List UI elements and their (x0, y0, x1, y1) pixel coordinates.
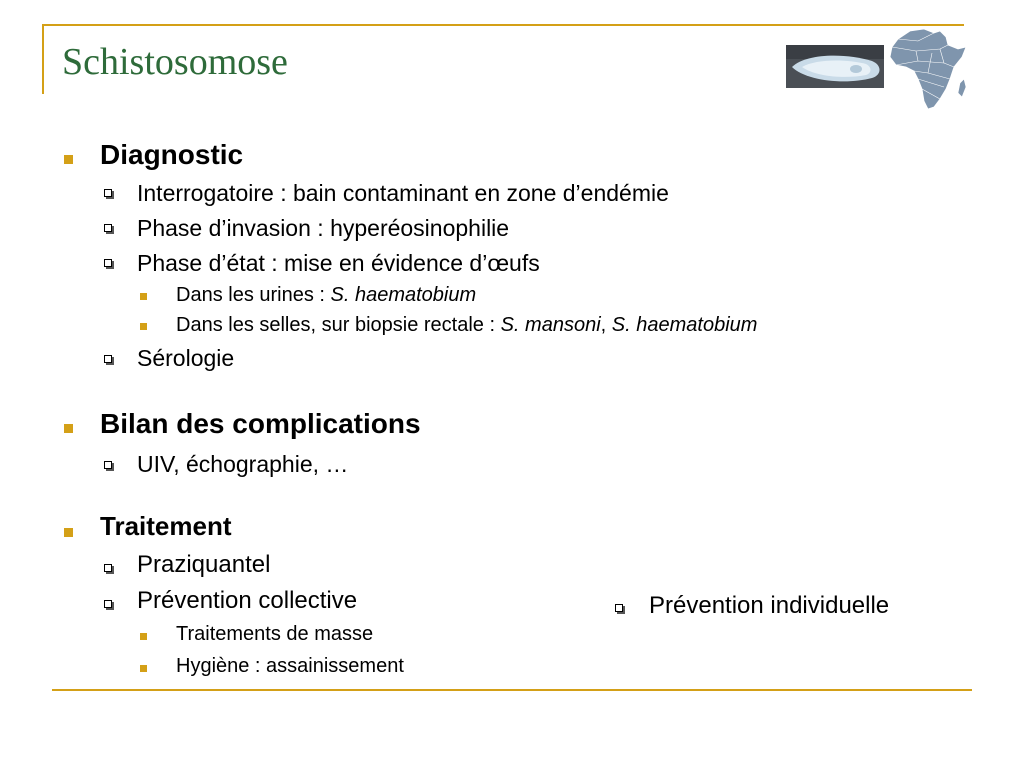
item-selles (176, 314, 757, 337)
item-phase-etat: Phase d’état : mise en évidence d’œufs (137, 250, 540, 276)
slide-title: Schistosomose (62, 41, 288, 83)
heading-complications: Bilan des complications (100, 408, 421, 439)
urines-text: Dans les urines : (176, 284, 331, 306)
frame-left-line (42, 24, 44, 94)
bullet-box (104, 189, 112, 197)
bullet-box (104, 600, 112, 608)
item-prevention-collective: Prévention collective (137, 587, 358, 614)
bullet-box (104, 224, 112, 232)
bullet-box (104, 259, 112, 267)
species-name: S. haematobium (330, 284, 477, 306)
separator: , (600, 314, 612, 336)
bullet-box (104, 461, 112, 469)
bullet-square (64, 528, 73, 537)
item-serologie: Sérologie (137, 345, 235, 371)
item-uiv: UIV, échographie, … (137, 451, 349, 477)
item-praziquantel: Praziquantel (137, 551, 271, 578)
bullet-square (64, 424, 73, 433)
bullet-box (104, 564, 112, 572)
item-urines (176, 284, 476, 307)
selles-text: Dans les selles, sur biopsie rectale : (176, 314, 501, 336)
item-phase-invasion: Phase d’invasion : hyperéosinophilie (137, 215, 510, 241)
heading-traitement: Traitement (100, 511, 232, 541)
bullet-square-small (140, 633, 147, 640)
item-traitements-masse: Traitements de masse (176, 623, 374, 645)
item-prevention-individuelle: Prévention individuelle (649, 592, 890, 619)
item-hygiene: Hygiène : assainissement (176, 655, 404, 677)
bullet-box (104, 355, 112, 363)
item-interrogatoire: Interrogatoire : bain contaminant en zone d’endémie (137, 180, 669, 206)
bullet-square-small (140, 665, 147, 672)
africa-map (888, 27, 968, 111)
bullet-square-small (140, 323, 147, 330)
species-name: S. haematobium (611, 314, 758, 336)
species-name: S. mansoni (500, 314, 601, 336)
frame-top-line (42, 24, 964, 26)
heading-diagnostic: Diagnostic (100, 139, 244, 170)
bullet-square (64, 155, 73, 164)
bullet-square-small (140, 293, 147, 300)
bullet-box (615, 604, 623, 612)
schistosome-worm-photo (786, 45, 884, 88)
frame-bottom-line (52, 689, 972, 691)
